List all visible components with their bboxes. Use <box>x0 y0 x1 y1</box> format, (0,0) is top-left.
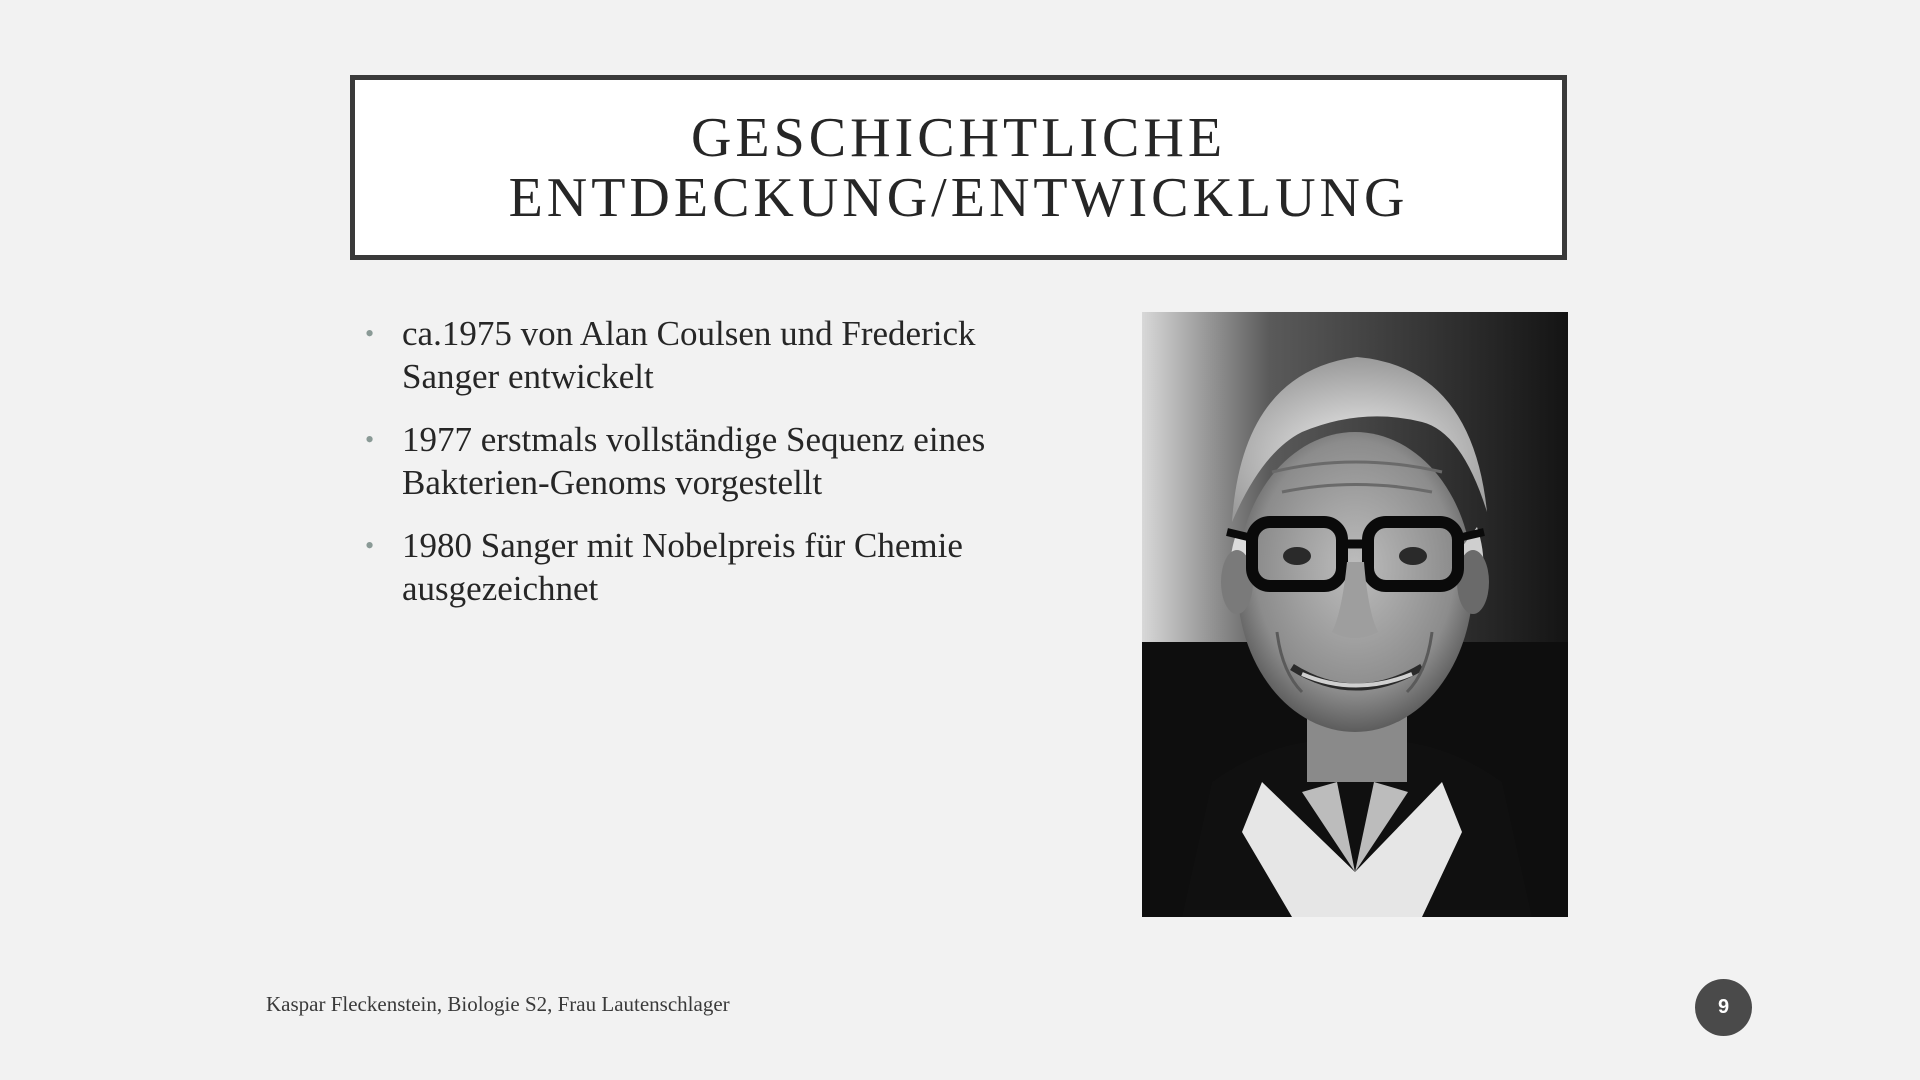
bullet-icon: • <box>365 319 375 348</box>
slide-title-line-2: ENTDECKUNG/ENTWICKLUNG <box>508 166 1409 229</box>
bullet-icon: • <box>365 531 375 560</box>
bullet-item <box>362 312 1062 398</box>
bullet-text-line: 1980 Sanger mit Nobelpreis für Chemie <box>402 526 963 565</box>
bullet-text-line: ausgezeichnet <box>402 569 599 608</box>
bullet-item <box>362 524 1062 610</box>
page-number-badge: 9 <box>1695 979 1752 1036</box>
slide-title <box>509 108 1409 228</box>
portrait-photo <box>1142 312 1568 917</box>
bullet-item <box>362 418 1062 504</box>
slide-title-line-1: GESCHICHTLICHE <box>690 106 1227 169</box>
bullet-text-line: Sanger entwickelt <box>402 357 654 396</box>
bullet-text-line: ca.1975 von Alan Coulsen und Frederick <box>402 314 976 353</box>
title-box <box>350 75 1567 260</box>
bullet-list <box>362 312 1062 630</box>
portrait-illustration <box>1142 312 1568 917</box>
footer-author: Kaspar Fleckenstein, Biologie S2, Frau Lautenschlager <box>266 992 730 1016</box>
bullet-icon: • <box>365 425 375 454</box>
bullet-text-line: 1977 erstmals vollständige Sequenz eines <box>402 420 986 459</box>
bullet-text-line: Bakterien-Genoms vorgestellt <box>402 463 823 502</box>
